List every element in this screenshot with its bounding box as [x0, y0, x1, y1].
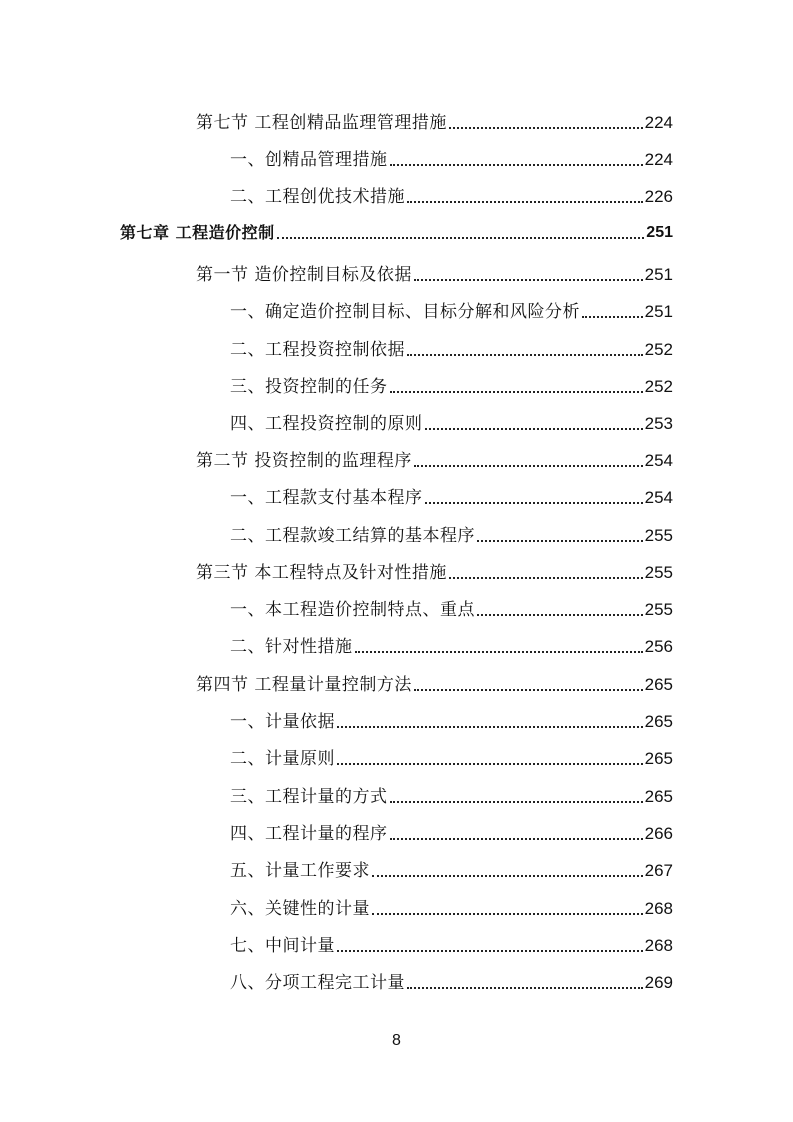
toc-entry-label: 二、工程款竣工结算的基本程序: [230, 526, 475, 546]
toc-entry-page: 254: [644, 451, 673, 470]
toc-leader-dots: [477, 614, 643, 616]
toc-leader-dots: [390, 391, 643, 393]
toc-entry-label: 第二节 投资控制的监理程序: [196, 451, 412, 471]
toc-leader-dots: [390, 838, 643, 840]
toc-entry-label: 第四节 工程量计量控制方法: [196, 675, 412, 695]
toc-entry-label: 一、本工程造价控制特点、重点: [230, 600, 475, 620]
toc-entry-item[interactable]: [230, 814, 673, 844]
toc-entry-label: 二、工程创优技术措施: [230, 187, 405, 207]
toc-leader-dots: [407, 987, 643, 989]
toc-entry-label: 四、工程投资控制的原则: [230, 414, 423, 434]
toc-entry-page: 224: [644, 113, 673, 132]
toc-entry-label: 二、针对性措施: [230, 637, 353, 657]
toc-entry-page: 265: [644, 749, 673, 768]
toc-entry-item[interactable]: [230, 140, 673, 170]
toc-leader-dots: [390, 801, 643, 803]
toc-entry-label: 五、计量工作要求: [230, 861, 370, 881]
toc-entry-page: 251: [644, 265, 673, 284]
toc-entry-label: 一、工程款支付基本程序: [230, 488, 423, 508]
toc-leader-dots: [477, 540, 643, 542]
toc-entry-page: 269: [644, 973, 673, 992]
toc-entry-page: 265: [644, 712, 673, 731]
toc-leader-dots: [425, 428, 643, 430]
toc-entry-label: 第七章 工程造价控制: [120, 223, 275, 242]
toc-entry-page: 254: [644, 488, 673, 507]
toc-entry-label: 一、确定造价控制目标、目标分解和风险分析: [230, 302, 580, 322]
toc-entry-page: 252: [644, 377, 673, 396]
toc-entry-page: 265: [644, 787, 673, 806]
toc-leader-dots: [414, 465, 643, 467]
toc-entry-page: 251: [646, 224, 673, 241]
toc-entry-item[interactable]: [230, 777, 673, 807]
toc-entry-page: 256: [644, 637, 673, 656]
toc-entry-item[interactable]: [230, 478, 673, 508]
toc-entry-label: 三、投资控制的任务: [230, 377, 388, 397]
toc-leader-dots: [425, 502, 643, 504]
toc-entry-item[interactable]: [230, 516, 673, 546]
toc-entry-item[interactable]: [230, 404, 673, 434]
toc-leader-dots: [407, 354, 643, 356]
toc-leader-dots: [337, 763, 643, 765]
toc-entry-item[interactable]: [230, 177, 673, 207]
toc-entry-section[interactable]: [196, 255, 673, 285]
toc-entry-item[interactable]: [230, 590, 673, 620]
toc-entry-item[interactable]: [230, 702, 673, 732]
toc-entry-label: 四、工程计量的程序: [230, 824, 388, 844]
toc-entry-page: 265: [644, 675, 673, 694]
toc-leader-dots: [390, 164, 643, 166]
toc-entry-item[interactable]: [230, 739, 673, 769]
toc-leader-dots: [407, 201, 643, 203]
toc-entry-section[interactable]: [196, 553, 673, 583]
toc-entry-page: 224: [644, 150, 673, 169]
toc-entry-label: 一、计量依据: [230, 712, 335, 732]
toc-entry-page: 255: [644, 526, 673, 545]
toc-entry-label: 一、创精品管理措施: [230, 150, 388, 170]
toc-entry-section[interactable]: [196, 441, 673, 471]
toc-entry-chapter[interactable]: [120, 213, 673, 243]
toc-leader-dots: [372, 875, 643, 877]
toc-entry-item[interactable]: [230, 963, 673, 993]
toc-entry-page: 252: [644, 340, 673, 359]
toc-entry-item[interactable]: [230, 627, 673, 657]
toc-entry-label: 七、中间计量: [230, 936, 335, 956]
toc-entry-page: 226: [644, 187, 673, 206]
toc-entry-section[interactable]: [196, 103, 673, 133]
toc-entry-label: 二、计量原则: [230, 749, 335, 769]
toc-entry-label: 第七节 工程创精品监理管理措施: [196, 113, 447, 133]
toc-leader-dots: [337, 726, 643, 728]
toc-entry-page: 255: [644, 600, 673, 619]
toc-leader-dots: [449, 127, 643, 129]
toc-entry-item[interactable]: [230, 926, 673, 956]
toc-entry-page: 255: [644, 563, 673, 582]
toc-entry-item[interactable]: [230, 367, 673, 397]
toc-entry-section[interactable]: [196, 665, 673, 695]
toc-entry-item[interactable]: [230, 851, 673, 881]
toc-entry-page: 251: [644, 302, 673, 321]
toc-leader-dots: [449, 577, 643, 579]
toc-entry-label: 二、工程投资控制依据: [230, 340, 405, 360]
toc-leader-dots: [337, 950, 643, 952]
toc-entry-item[interactable]: [230, 330, 673, 360]
toc-entry-label: 六、关键性的计量: [230, 899, 370, 919]
toc-leader-dots: [277, 237, 645, 239]
toc-entry-item[interactable]: [230, 292, 673, 322]
toc-entry-label: 第一节 造价控制目标及依据: [196, 265, 412, 285]
toc-entry-item[interactable]: [230, 889, 673, 919]
toc-leader-dots: [414, 689, 643, 691]
toc-entry-label: 三、工程计量的方式: [230, 787, 388, 807]
toc-leader-dots: [355, 651, 643, 653]
toc-entry-page: 253: [644, 414, 673, 433]
toc-leader-dots: [582, 316, 643, 318]
page-number: 8: [392, 1032, 401, 1049]
toc-entry-page: 266: [644, 824, 673, 843]
toc-entry-page: 267: [644, 861, 673, 880]
toc-entry-label: 八、分项工程完工计量: [230, 973, 405, 993]
toc-entry-label: 第三节 本工程特点及针对性措施: [196, 563, 447, 583]
toc-entry-page: 268: [644, 936, 673, 955]
toc-leader-dots: [414, 279, 643, 281]
toc-leader-dots: [372, 913, 643, 915]
toc-entry-page: 268: [644, 899, 673, 918]
